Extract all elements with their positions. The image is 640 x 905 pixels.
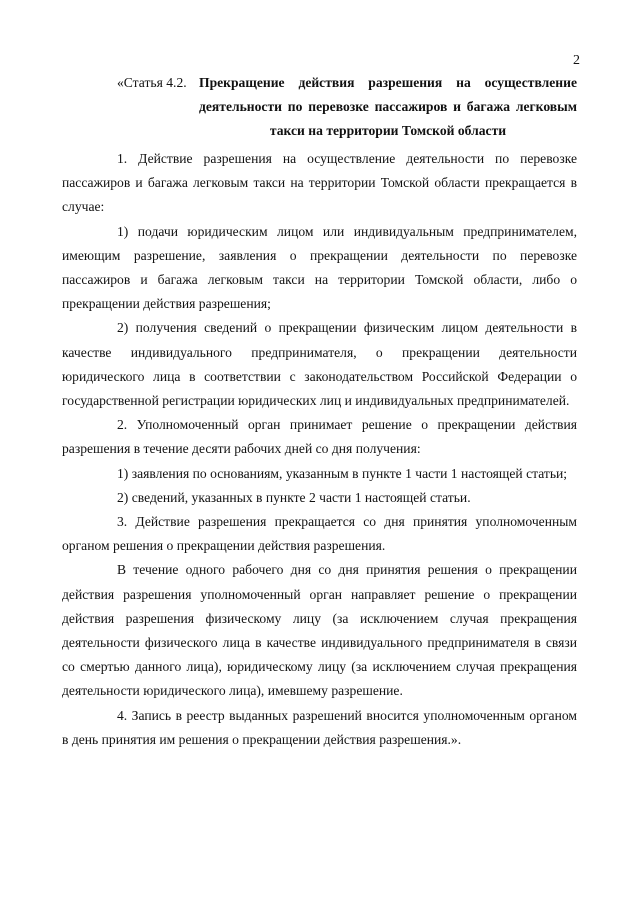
paragraph: 4. Запись в реестр выданных разрешений вносится уполномоченным органом в день принятия им решения о прекращении действия разрешения.». bbox=[62, 707, 577, 747]
paragraph: 1) подачи юридическим лицом или индивидуальным предпринимателем, имеющим разрешение, заявления о прекращении деятельности по перевозке пассажиров и багажа легковым такси на территории Томской области, либо о прекращении действия разрешения; bbox=[62, 223, 577, 312]
paragraph: 1. Действие разрешения на осуществление деятельности по перевозке пассажиров и багажа легковым такси на территории Томской области прекращается в случае: bbox=[62, 151, 577, 215]
paragraph: 3. Действие разрешения прекращается со дня принятия уполномоченным органом решения о прекращении действия разрешения. bbox=[62, 514, 577, 554]
paragraph: 1) заявления по основаниям, указанным в пункте 1 части 1 настоящей статьи; bbox=[117, 465, 568, 481]
paragraph: 2) получения сведений о прекращении физическим лицом деятельности в качестве индивидуального предпринимателя, о прекращении деятельности юридического лица в соответствии с законодательством Российской Федерации о государственной регистрации юридических лиц и индивидуальных предпринимателей. bbox=[62, 320, 577, 409]
page-number: 2 bbox=[573, 53, 580, 68]
paragraph: В течение одного рабочего дня со дня принятия решения о прекращении действия разрешения уполномоченный орган направляет решение о прекращении действия разрешения физическому лицу (за исключением случая прекращения деятельности физического лица в качестве индивидуального предпринимателя в связи со смертью данного лица), юридическому лицу (за исключением случая прекращения деятельности юридического лица), имевшему разрешение. bbox=[62, 562, 577, 699]
article-number: «Статья 4.2. bbox=[117, 75, 187, 90]
article-heading bbox=[117, 71, 577, 144]
article-body bbox=[62, 147, 577, 752]
paragraph: 2. Уполномоченный орган принимает решение о прекращении действия разрешения в течение десяти рабочих дней со дня получения: bbox=[62, 417, 577, 457]
article-title: Прекращение действия разрешения на осуществление деятельности по перевозке пассажиров и багажа легковым такси на территории Томской области bbox=[199, 75, 577, 139]
paragraph: 2) сведений, указанных в пункте 2 части 1 настоящей статьи. bbox=[117, 489, 471, 505]
